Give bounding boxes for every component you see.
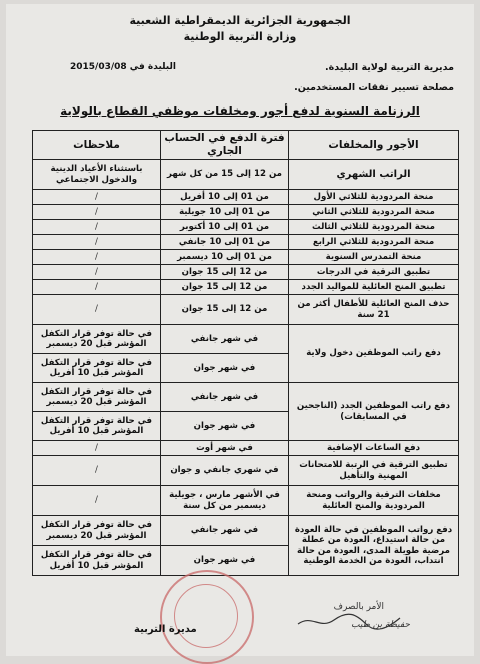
period-cell: من 01 إلى 10 جويلية bbox=[161, 205, 289, 220]
document-sheet bbox=[6, 4, 474, 656]
period-cell: في شهر جانفي bbox=[161, 383, 289, 412]
col-header-period: فترة الدفع في الحساب الجاري bbox=[161, 131, 289, 160]
wage-cell: تطبيق الترقية في الدرجات bbox=[289, 265, 459, 280]
service-line: مصلحة تسيير نفقات المستخدمين. bbox=[294, 82, 454, 93]
period-cell: في شهر جانفي bbox=[161, 516, 289, 546]
table-row bbox=[33, 280, 459, 295]
table-row bbox=[33, 456, 459, 486]
table-row bbox=[33, 205, 459, 220]
notes-cell: في حالة توفر قرار التكفل المؤشر قبل 10 أفريل bbox=[33, 546, 161, 576]
period-cell: من 12 إلى 15 جوان bbox=[161, 265, 289, 280]
table-row bbox=[33, 265, 459, 280]
directorate-line: مديرية التربية لولاية البليدة. bbox=[324, 62, 454, 73]
notes-cell: في حالة توفر قرار التكفل المؤشر قبل 20 ديسمبر bbox=[33, 325, 161, 354]
notes-cell: في حالة توفر قرار التكفل المؤشر قبل 20 ديسمبر bbox=[33, 383, 161, 412]
table-row bbox=[33, 441, 459, 456]
wage-cell: منحة المردودية للثلاثي الثاني bbox=[289, 205, 459, 220]
payment-calendar-table bbox=[32, 130, 459, 576]
period-cell: في شهر جوان bbox=[161, 546, 289, 576]
official-stamp bbox=[160, 570, 254, 664]
col-header-notes: ملاحظات bbox=[33, 131, 161, 160]
period-cell: في شهر أوت bbox=[161, 441, 289, 456]
table-row bbox=[33, 325, 459, 354]
period-cell: من 12 إلى 15 جوان bbox=[161, 295, 289, 325]
period-cell: في شهري جانفي و جوان bbox=[161, 456, 289, 486]
wage-cell: منحة المردودية للثلاثي الأول bbox=[289, 190, 459, 205]
table-row bbox=[33, 516, 459, 546]
director-label: مديرة التربية bbox=[134, 624, 197, 635]
notes-cell: / bbox=[33, 220, 161, 235]
wage-cell: دفع راتب الموظفين دخول ولاية bbox=[289, 325, 459, 383]
notes-cell: / bbox=[33, 456, 161, 486]
signature-name: حفيظة بن طيب bbox=[351, 620, 410, 630]
wage-cell: الراتب الشهري bbox=[289, 160, 459, 190]
period-cell: من 01 إلى 10 جانفي bbox=[161, 235, 289, 250]
col-header-wages: الأجور والمخلفات bbox=[289, 131, 459, 160]
notes-cell: باستثناء الأعياد الدينية والدخول الاجتماعي bbox=[33, 160, 161, 190]
notes-cell: / bbox=[33, 441, 161, 456]
table-row bbox=[33, 160, 459, 190]
period-cell: في الأشهر مارس ، جويلية ديسمبر من كل سنة bbox=[161, 486, 289, 516]
wage-cell: منحة المردودية للثلاثي الثالث bbox=[289, 220, 459, 235]
notes-cell: في حالة توفر قرار التكفل المؤشر قبل 20 ديسمبر bbox=[33, 516, 161, 546]
wage-cell: دفع راتب الموظفين الجدد (الناجحين في المسابقات) bbox=[289, 383, 459, 441]
table-header-row bbox=[33, 131, 459, 160]
wage-cell: منحة التمدرس السنوية bbox=[289, 250, 459, 265]
wage-cell: دفع رواتب الموظفين في حالة العودة من حالة استيداع، العودة من عطلة مرضية طويلة المدى، العودة من حالة انتداب، العودة من الخدمة الوطنية bbox=[289, 516, 459, 576]
signature-order: الأمر بالصرف bbox=[333, 602, 384, 612]
period-cell: في شهر جوان bbox=[161, 354, 289, 383]
wage-cell: منحة المردودية للثلاثي الرابع bbox=[289, 235, 459, 250]
table-row bbox=[33, 250, 459, 265]
notes-cell: / bbox=[33, 250, 161, 265]
republic-header: الجمهورية الجزائرية الديمقراطية الشعبية bbox=[129, 14, 351, 27]
date-line: البليدة في 2015/03/08 bbox=[70, 62, 176, 72]
table-row bbox=[33, 190, 459, 205]
notes-cell: / bbox=[33, 280, 161, 295]
period-cell: من 12 إلى 15 جوان bbox=[161, 280, 289, 295]
wage-cell: مخلفات الترقية والرواتب ومنحة المردودية والمنح العائلية bbox=[289, 486, 459, 516]
table-row bbox=[33, 220, 459, 235]
notes-cell: / bbox=[33, 265, 161, 280]
table-row bbox=[33, 383, 459, 412]
period-cell: من 01 إلى 10 أكتوبر bbox=[161, 220, 289, 235]
table-row bbox=[33, 235, 459, 250]
notes-cell: / bbox=[33, 235, 161, 250]
period-cell: من 12 إلى 15 من كل شهر bbox=[161, 160, 289, 190]
notes-cell: / bbox=[33, 486, 161, 516]
ministry-header: وزارة التربية الوطنية bbox=[183, 30, 297, 43]
notes-cell: في حالة توفر قرار التكفل المؤشر قبل 10 أفريل bbox=[33, 412, 161, 441]
wage-cell: حذف المنح العائلية للأطفال أكثر من 21 سنة bbox=[289, 295, 459, 325]
wage-cell: تطبيق الترقية في الرتبة للامتحانات المهنية والتأهيل bbox=[289, 456, 459, 486]
notes-cell: / bbox=[33, 190, 161, 205]
notes-cell: / bbox=[33, 295, 161, 325]
wage-cell: دفع الساعات الإضافية bbox=[289, 441, 459, 456]
wage-cell: تطبيق المنح العائلية للمواليد الجدد bbox=[289, 280, 459, 295]
table-row bbox=[33, 486, 459, 516]
notes-cell: في حالة توفر قرار التكفل المؤشر قبل 10 أفريل bbox=[33, 354, 161, 383]
period-cell: في شهر جانفي bbox=[161, 325, 289, 354]
period-cell: من 01 إلى 10 أفريل bbox=[161, 190, 289, 205]
table-row bbox=[33, 295, 459, 325]
document-title: الرزنامة السنوية لدفع أجور ومخلفات موظفي القطاع بالولاية bbox=[60, 104, 420, 118]
notes-cell: / bbox=[33, 205, 161, 220]
period-cell: في شهر جوان bbox=[161, 412, 289, 441]
period-cell: من 01 إلى 10 ديسمبر bbox=[161, 250, 289, 265]
